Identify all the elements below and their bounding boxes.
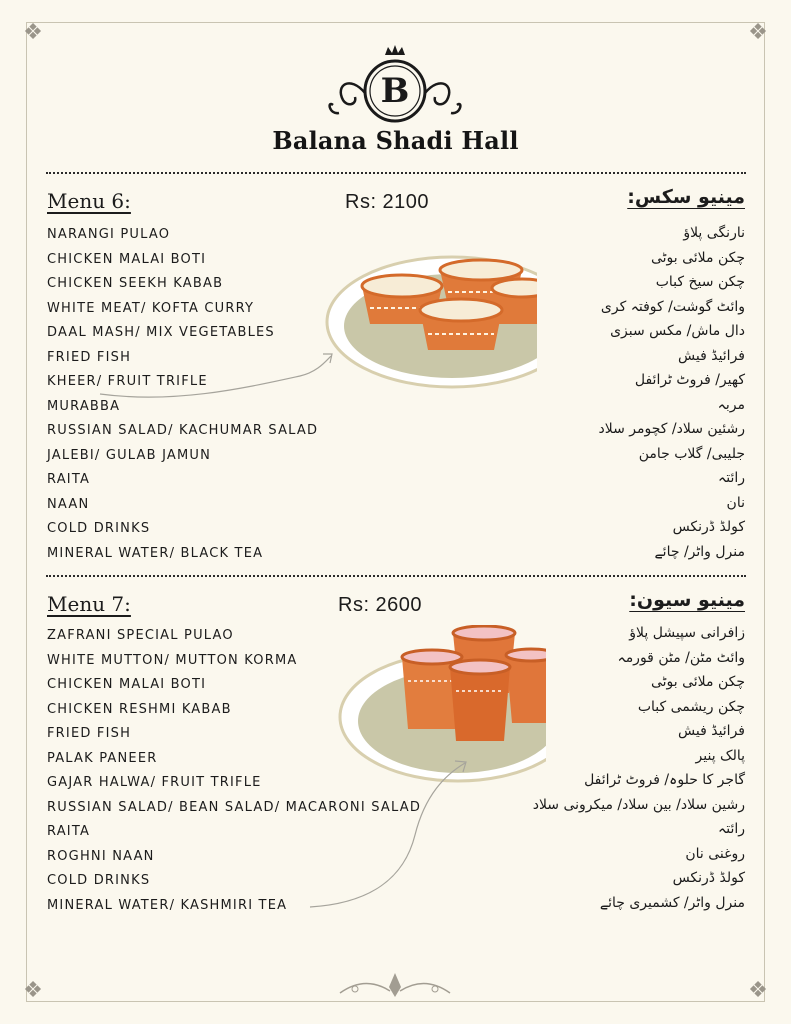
list-item: رائتہ: [718, 821, 745, 837]
menu-7-price: Rs: 2600: [338, 594, 423, 616]
list-item: KHEER/ FRUIT TRIFLE: [47, 374, 208, 389]
list-item: جلیبی/ گلاب جامن: [638, 445, 745, 462]
corner-ornament-icon: ❖: [748, 20, 768, 45]
list-item: روغنی نان: [685, 845, 745, 862]
list-item: کولڈ ڈرنکس: [672, 870, 745, 886]
menu-7-items-ur: [533, 621, 745, 915]
list-item: چکن ملائی بوٹی: [650, 249, 745, 266]
list-item: WHITE MUTTON/ MUTTON KORMA: [47, 652, 298, 668]
brand-name: Balana Shadi Hall: [272, 126, 519, 155]
logo-letter: B: [380, 71, 410, 111]
list-item: GAJAR HALWA/ FRUIT TRIFLE: [47, 775, 262, 790]
list-item: چکن ملائی بوٹی: [650, 674, 745, 690]
list-item: نارنگی پلاؤ: [683, 225, 745, 241]
menu-7-title: Menu 7:: [47, 592, 131, 616]
list-item: NAAN: [47, 496, 90, 512]
list-item: COLD DRINKS: [47, 521, 151, 536]
list-item: منرل واٹر/ چائے: [654, 543, 745, 560]
list-item: JALEBI/ GULAB JAMUN: [47, 447, 212, 463]
list-item: RAITA: [47, 824, 91, 839]
list-item: پالک پنیر: [695, 747, 745, 764]
list-item: FRIED FISH: [47, 726, 132, 741]
list-item: چکن ریشمی کباب: [637, 698, 745, 715]
list-item: PALAK PANEER: [47, 750, 158, 766]
list-item: نان: [726, 494, 745, 511]
list-item: فرائیڈ فیش: [678, 723, 745, 739]
kheer-bowls-illustration: [322, 250, 542, 390]
list-item: منرل واٹر/ کشمیری چائے: [599, 894, 745, 911]
list-item: RAITA: [47, 472, 91, 487]
dotted-divider: [46, 172, 746, 174]
menu-6-urdu-title: مینیو سکس:: [627, 186, 745, 208]
list-item: COLD DRINKS: [47, 873, 151, 888]
list-item: FRIED FISH: [47, 349, 132, 365]
list-item: CHICKEN MALAI BOTI: [47, 677, 207, 692]
list-item: وائٹ مٹن/ مٹن قورمہ: [617, 649, 745, 666]
list-item: کولڈ ڈرنکس: [672, 519, 745, 535]
list-item: کھیر/ فروٹ ٹرائفل: [634, 372, 745, 388]
list-item: رشین سلاد/ بین سلاد/ میکرونی سلاد: [532, 796, 745, 813]
list-item: رائتہ: [718, 470, 745, 486]
list-item: وائٹ گوشت/ کوفتہ کری: [600, 298, 745, 315]
dotted-divider: [46, 575, 746, 577]
menu-7-urdu-title: مینیو سیون:: [629, 589, 745, 611]
list-item: CHICKEN SEEKH KABAB: [47, 276, 224, 291]
list-item: NARANGI PULAO: [47, 227, 171, 242]
list-item: فرائیڈ فیش: [678, 347, 745, 364]
list-item: MURABBA: [47, 398, 121, 414]
menu-6-price: Rs: 2100: [345, 191, 430, 213]
brand-logo: [325, 45, 465, 125]
list-item: MINERAL WATER/ KASHMIRI TEA: [47, 897, 288, 913]
list-item: DAAL MASH/ MIX VEGETABLES: [47, 325, 275, 340]
list-item: دال ماش/ مکس سبزی: [610, 323, 745, 339]
corner-ornament-icon: ❖: [748, 978, 768, 1003]
list-item: زافرانی سپیشل پلاؤ: [629, 625, 745, 641]
list-item: رشئین سلاد/ کچومر سلاد: [598, 421, 745, 437]
list-item: RUSSIAN SALAD/ KACHUMAR SALAD: [47, 423, 319, 438]
list-item: مربہ: [717, 396, 745, 413]
list-item: RUSSIAN SALAD/ BEAN SALAD/ MACARONI SALAD: [47, 799, 422, 815]
list-item: CHICKEN RESHMI KABAB: [47, 701, 232, 717]
list-item: چکن سیخ کباب: [655, 274, 745, 290]
list-item: WHITE MEAT/ KOFTA CURRY: [47, 300, 255, 316]
corner-ornament-icon: ❖: [23, 20, 43, 45]
list-item: CHICKEN MALAI BOTI: [47, 251, 207, 267]
list-item: MINERAL WATER/ BLACK TEA: [47, 545, 264, 561]
list-item: گاجر کا حلوہ/ فروٹ ٹرائفل: [584, 772, 745, 788]
menu-6-items-ur: [599, 221, 745, 564]
bottom-flourish-icon: [335, 965, 455, 1001]
curved-arrow-icon: [305, 755, 475, 915]
list-item: ROGHNI NAAN: [47, 848, 155, 864]
menu-6-title: Menu 6:: [47, 189, 131, 213]
corner-ornament-icon: ❖: [23, 978, 43, 1003]
list-item: ZAFRANI SPECIAL PULAO: [47, 628, 234, 643]
curved-arrow-icon: [95, 348, 345, 404]
